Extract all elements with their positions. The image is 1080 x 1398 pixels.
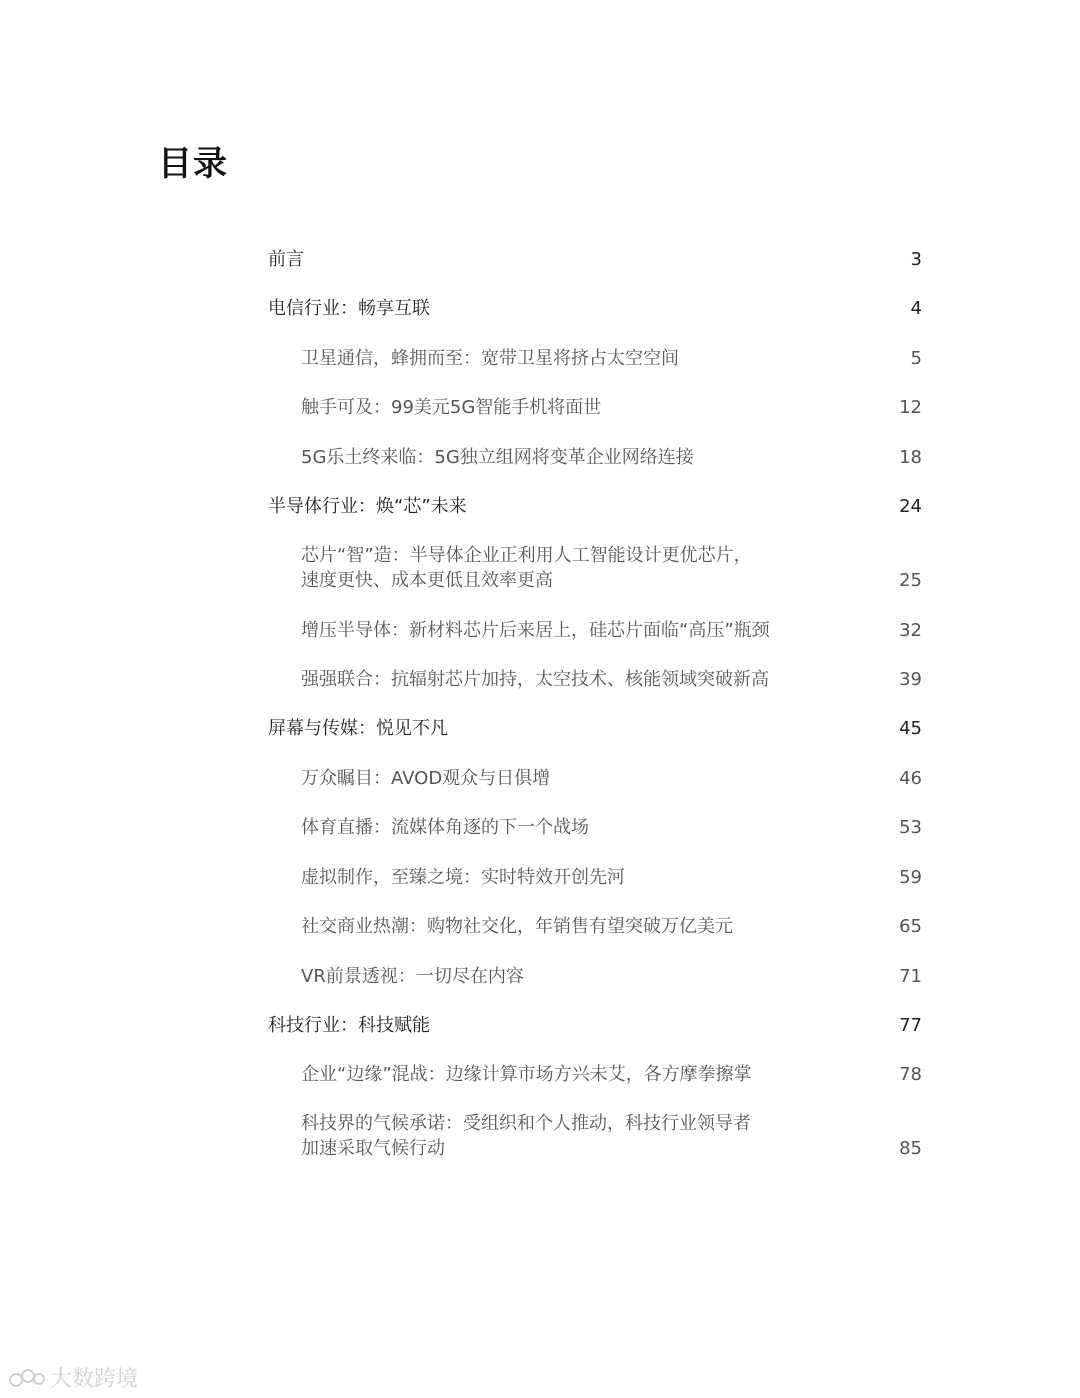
toc-section-entry[interactable] bbox=[268, 1013, 922, 1038]
toc-page-number: 77 bbox=[899, 1015, 922, 1036]
toc-entry-title bbox=[268, 346, 679, 371]
watermark-text: 大数跨境 bbox=[50, 1367, 139, 1392]
toc-subsection-entry[interactable] bbox=[268, 618, 922, 643]
toc-page-number: 3 bbox=[910, 249, 922, 270]
toc-subsection-entry[interactable] bbox=[268, 667, 922, 692]
toc-section-entry[interactable] bbox=[268, 296, 922, 321]
toc-entry-title bbox=[268, 667, 769, 692]
page-title: 目录 bbox=[158, 144, 228, 184]
toc-entry-title-line: 体育直播：流媒体角逐的下一个战场 bbox=[301, 817, 589, 838]
toc-entry-title-line: 企业“边缘”混战：边缘计算市场方兴未艾，各方摩拳擦掌 bbox=[301, 1064, 752, 1085]
toc-entry-title-line: 电信行业：畅享互联 bbox=[268, 298, 430, 319]
toc-page-number: 12 bbox=[899, 397, 922, 418]
toc-page-number: 18 bbox=[899, 447, 922, 468]
toc-section-entry[interactable] bbox=[268, 247, 922, 272]
toc-entry-title-line: 社交商业热潮：购物社交化，年销售有望突破万亿美元 bbox=[301, 916, 733, 937]
toc-entry-title-line: 半导体行业：焕“芯”未来 bbox=[268, 496, 467, 517]
toc-entry-title bbox=[268, 766, 550, 791]
toc-entry-title bbox=[268, 445, 694, 470]
toc-subsection-entry[interactable] bbox=[268, 815, 922, 840]
toc-entry-title bbox=[268, 865, 625, 890]
toc-entry-title-line: VR前景透视：一切尽在内容 bbox=[301, 966, 524, 987]
toc-entry-title-line: 触手可及：99美元5G智能手机将面世 bbox=[301, 397, 602, 418]
toc-page-number: 59 bbox=[899, 867, 922, 888]
toc-entry-title bbox=[268, 247, 304, 272]
toc-page-number: 46 bbox=[899, 768, 922, 789]
toc-subsection-entry[interactable] bbox=[268, 766, 922, 791]
brand-logo-icon bbox=[8, 1367, 46, 1389]
toc-entry-title bbox=[268, 1111, 751, 1161]
toc-entry-title-line: 强强联合：抗辐射芯片加持，太空技术、核能领域突破新高 bbox=[301, 669, 769, 690]
toc-section-entry[interactable] bbox=[268, 716, 922, 741]
toc-entry-title-line: 速度更快、成本更低且效率更高 bbox=[301, 570, 553, 591]
toc-entry-title bbox=[268, 815, 589, 840]
toc-page-number: 32 bbox=[899, 620, 922, 641]
toc-page-number: 65 bbox=[899, 916, 922, 937]
toc-subsection-entry[interactable] bbox=[268, 865, 922, 890]
toc-entry-title bbox=[268, 1062, 752, 1087]
toc-entry-title bbox=[268, 1013, 430, 1038]
toc-entry-title bbox=[268, 964, 524, 989]
toc-subsection-entry[interactable] bbox=[268, 445, 922, 470]
toc-page-number: 78 bbox=[899, 1064, 922, 1085]
toc-page-number: 5 bbox=[910, 348, 922, 369]
toc-page-number: 53 bbox=[899, 817, 922, 838]
toc-entry-title-line: 科技行业：科技赋能 bbox=[268, 1015, 430, 1036]
toc-entry-title bbox=[268, 618, 770, 643]
toc-entry-title-line: 5G乐土终来临：5G独立组网将变革企业网络连接 bbox=[301, 447, 694, 468]
toc-subsection-entry[interactable] bbox=[268, 395, 922, 420]
toc-entry-title-line: 屏幕与传媒：悦见不凡 bbox=[268, 718, 448, 739]
toc-page-number: 39 bbox=[899, 669, 922, 690]
toc-subsection-entry[interactable] bbox=[268, 1111, 922, 1161]
toc-section-entry[interactable] bbox=[268, 494, 922, 519]
toc-subsection-entry[interactable] bbox=[268, 543, 922, 593]
toc-page-number: 4 bbox=[910, 298, 922, 319]
toc-entry-title-line: 芯片“智”造：半导体企业正利用人工智能设计更优芯片， bbox=[301, 545, 752, 566]
toc-subsection-entry[interactable] bbox=[268, 1062, 922, 1087]
toc-entry-title bbox=[268, 296, 430, 321]
toc-entry-title-line: 万众瞩目：AVOD观众与日俱增 bbox=[301, 768, 551, 789]
watermark bbox=[8, 1362, 138, 1393]
toc-entry-title bbox=[268, 395, 601, 420]
toc-page-number: 85 bbox=[899, 1138, 922, 1159]
toc-entry-title bbox=[268, 494, 467, 519]
toc-page-number: 45 bbox=[899, 718, 922, 739]
toc-entry-title-line: 科技界的气候承诺：受组织和个人推动，科技行业领导者 bbox=[301, 1113, 751, 1134]
toc-subsection-entry[interactable] bbox=[268, 346, 922, 371]
toc-entry-title bbox=[268, 914, 733, 939]
toc-page-number: 24 bbox=[899, 496, 922, 517]
toc-entry-title-line: 加速采取气候行动 bbox=[301, 1138, 445, 1159]
toc-entry-title bbox=[268, 543, 752, 593]
toc-subsection-entry[interactable] bbox=[268, 914, 922, 939]
toc-entry-title-line: 虚拟制作，至臻之境：实时特效开创先河 bbox=[301, 867, 625, 888]
toc-entry-title-line: 卫星通信，蜂拥而至：宽带卫星将挤占太空空间 bbox=[301, 348, 679, 369]
toc-entry-title-line: 前言 bbox=[268, 249, 304, 270]
toc-entry-title bbox=[268, 716, 448, 741]
toc-subsection-entry[interactable] bbox=[268, 964, 922, 989]
toc-entry-title-line: 增压半导体：新材料芯片后来居上，硅芯片面临“高压”瓶颈 bbox=[301, 620, 770, 641]
toc-page-number: 71 bbox=[899, 966, 922, 987]
toc-page-number: 25 bbox=[899, 570, 922, 591]
